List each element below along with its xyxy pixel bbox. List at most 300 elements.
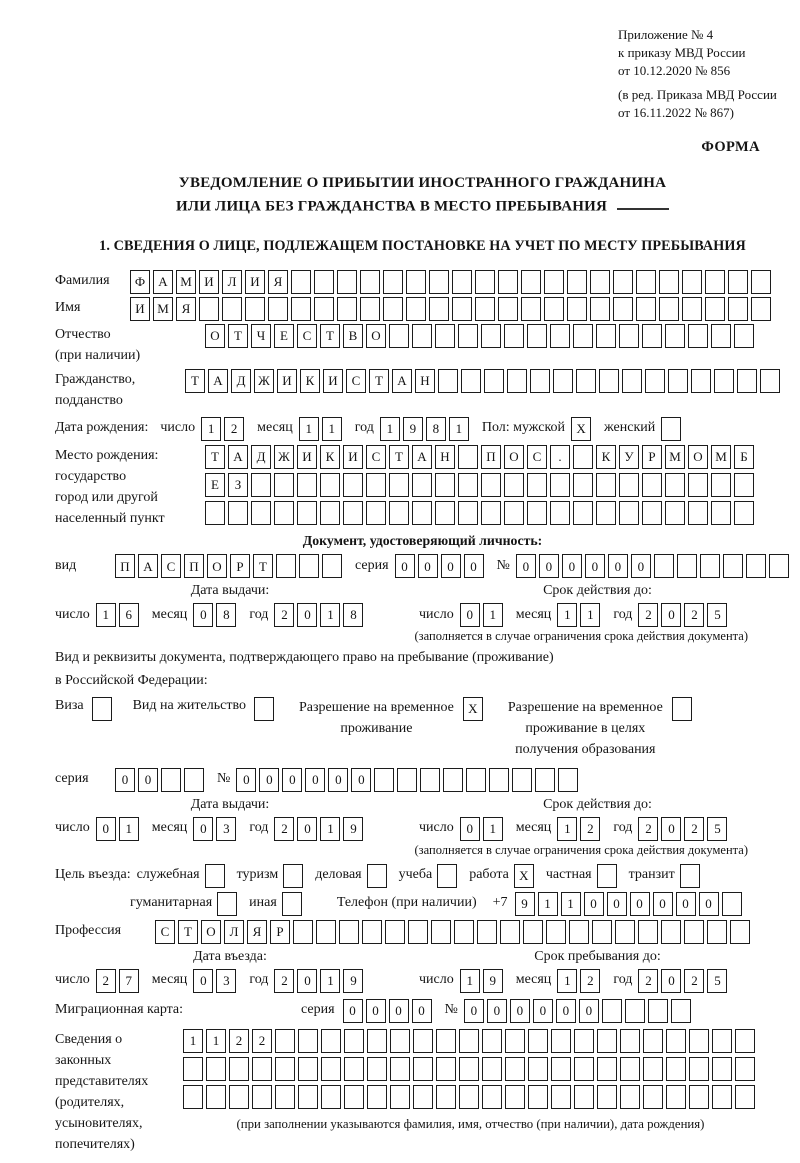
patronymic-field[interactable] [205,324,757,348]
box-cell[interactable] [482,1029,502,1053]
box-cell[interactable] [206,1057,226,1081]
box-cell[interactable] [659,297,679,321]
stay-doc-number-field[interactable] [236,768,581,792]
birthplace-line2-field[interactable] [205,473,757,497]
box-cell[interactable] [435,324,455,348]
box-cell[interactable] [489,768,509,792]
box-cell[interactable] [569,920,589,944]
box-cell[interactable]: 5 [707,603,727,627]
box-cell[interactable]: О [688,445,708,469]
box-cell[interactable] [689,1029,709,1053]
box-cell[interactable] [551,1029,571,1053]
box-cell[interactable] [429,297,449,321]
box-cell[interactable] [619,473,639,497]
box-cell[interactable] [452,270,472,294]
box-cell[interactable]: Л [222,270,242,294]
box-cell[interactable]: С [366,445,386,469]
box-cell[interactable] [684,920,704,944]
box-cell[interactable] [412,473,432,497]
box-cell[interactable] [206,1085,226,1109]
box-cell[interactable] [643,1085,663,1109]
box-cell[interactable]: 0 [259,768,279,792]
box-cell[interactable] [642,473,662,497]
box-cell[interactable]: О [201,920,221,944]
box-cell[interactable] [475,270,495,294]
box-cell[interactable]: 1 [322,417,342,441]
box-cell[interactable] [437,864,457,888]
box-cell[interactable] [337,297,357,321]
box-cell[interactable]: 1 [201,417,221,441]
box-cell[interactable]: 9 [515,892,535,916]
box-cell[interactable] [688,324,708,348]
box-cell[interactable] [688,473,708,497]
box-cell[interactable] [512,768,532,792]
box-cell[interactable] [659,270,679,294]
box-cell[interactable] [638,920,658,944]
box-cell[interactable] [712,1057,732,1081]
box-cell[interactable]: 8 [426,417,446,441]
box-cell[interactable]: М [153,297,173,321]
box-cell[interactable]: 0 [412,999,432,1023]
box-cell[interactable]: 2 [638,817,658,841]
box-cell[interactable]: 0 [584,892,604,916]
box-cell[interactable]: Д [231,369,251,393]
box-cell[interactable] [293,920,313,944]
box-cell[interactable] [590,270,610,294]
box-cell[interactable] [321,1085,341,1109]
doc-issue-month-field[interactable] [193,603,239,627]
box-cell[interactable]: 0 [366,999,386,1023]
box-cell[interactable] [723,554,743,578]
box-cell[interactable]: 2 [274,969,294,993]
box-cell[interactable] [620,1057,640,1081]
box-cell[interactable] [573,473,593,497]
box-cell[interactable] [205,864,225,888]
box-cell[interactable]: 2 [638,969,658,993]
box-cell[interactable] [672,697,692,721]
doc-number-field[interactable] [516,554,792,578]
box-cell[interactable] [645,369,665,393]
box-cell[interactable] [735,1085,755,1109]
box-cell[interactable] [222,297,242,321]
box-cell[interactable] [573,501,593,525]
box-cell[interactable] [714,369,734,393]
box-cell[interactable] [689,1057,709,1081]
box-cell[interactable]: 0 [193,817,213,841]
box-cell[interactable] [297,473,317,497]
box-cell[interactable]: 1 [557,603,577,627]
box-cell[interactable] [461,369,481,393]
box-cell[interactable] [360,297,380,321]
box-cell[interactable] [298,1057,318,1081]
box-cell[interactable]: 0 [556,999,576,1023]
box-cell[interactable] [161,768,181,792]
stay-until-year-field[interactable] [638,969,730,993]
box-cell[interactable]: 0 [282,768,302,792]
box-cell[interactable]: Т [228,324,248,348]
box-cell[interactable] [751,270,771,294]
box-cell[interactable]: 0 [464,999,484,1023]
box-cell[interactable] [274,473,294,497]
box-cell[interactable] [413,1057,433,1081]
box-cell[interactable]: Т [320,324,340,348]
box-cell[interactable] [321,1029,341,1053]
box-cell[interactable] [314,270,334,294]
box-cell[interactable] [643,1057,663,1081]
box-cell[interactable] [527,501,547,525]
purpose-business-checkbox[interactable] [367,864,390,888]
box-cell[interactable]: 0 [630,892,650,916]
box-cell[interactable] [436,1057,456,1081]
box-cell[interactable] [620,1085,640,1109]
box-cell[interactable]: 0 [138,768,158,792]
box-cell[interactable]: 1 [561,892,581,916]
box-cell[interactable] [661,920,681,944]
purpose-humanitarian-checkbox[interactable] [217,892,240,916]
box-cell[interactable]: 2 [224,417,244,441]
box-cell[interactable] [507,369,527,393]
migration-card-number-field[interactable] [464,999,694,1023]
box-cell[interactable]: 1 [299,417,319,441]
box-cell[interactable]: С [161,554,181,578]
box-cell[interactable] [390,1057,410,1081]
box-cell[interactable] [385,920,405,944]
box-cell[interactable] [668,369,688,393]
box-cell[interactable] [245,297,265,321]
box-cell[interactable]: 0 [510,999,530,1023]
box-cell[interactable] [769,554,789,578]
box-cell[interactable]: М [665,445,685,469]
box-cell[interactable] [314,297,334,321]
box-cell[interactable] [504,324,524,348]
box-cell[interactable]: Т [389,445,409,469]
box-cell[interactable]: 0 [516,554,536,578]
box-cell[interactable]: 0 [343,999,363,1023]
box-cell[interactable]: Я [268,270,288,294]
box-cell[interactable]: 2 [684,969,704,993]
doc-issue-year-field[interactable] [274,603,366,627]
box-cell[interactable] [477,920,497,944]
box-cell[interactable] [682,270,702,294]
box-cell[interactable] [320,473,340,497]
box-cell[interactable] [553,369,573,393]
box-cell[interactable] [367,1029,387,1053]
box-cell[interactable] [619,501,639,525]
box-cell[interactable] [544,270,564,294]
box-cell[interactable] [251,473,271,497]
box-cell[interactable] [459,1085,479,1109]
box-cell[interactable]: 8 [216,603,236,627]
surname-field[interactable] [130,270,774,294]
box-cell[interactable] [429,270,449,294]
box-cell[interactable] [735,1057,755,1081]
box-cell[interactable] [268,297,288,321]
box-cell[interactable] [383,270,403,294]
box-cell[interactable] [458,445,478,469]
box-cell[interactable] [666,1085,686,1109]
box-cell[interactable] [615,920,635,944]
box-cell[interactable] [689,1085,709,1109]
box-cell[interactable] [252,1085,272,1109]
box-cell[interactable] [481,324,501,348]
box-cell[interactable] [551,1085,571,1109]
box-cell[interactable] [521,297,541,321]
box-cell[interactable] [344,1029,364,1053]
box-cell[interactable] [711,324,731,348]
box-cell[interactable]: Е [205,473,225,497]
box-cell[interactable] [408,920,428,944]
box-cell[interactable]: 1 [580,603,600,627]
box-cell[interactable] [500,920,520,944]
box-cell[interactable] [274,501,294,525]
purpose-official-checkbox[interactable] [205,864,228,888]
box-cell[interactable]: И [343,445,363,469]
box-cell[interactable]: Ж [254,369,274,393]
box-cell[interactable] [482,1085,502,1109]
birth-day-field[interactable] [201,417,247,441]
box-cell[interactable]: 1 [557,817,577,841]
box-cell[interactable]: 5 [707,817,727,841]
box-cell[interactable]: 0 [236,768,256,792]
box-cell[interactable]: Т [178,920,198,944]
box-cell[interactable]: 2 [684,817,704,841]
box-cell[interactable] [92,697,112,721]
stay-doc-issue-month-field[interactable] [193,817,239,841]
stay-doc-series-field[interactable] [115,768,207,792]
box-cell[interactable]: 2 [580,817,600,841]
box-cell[interactable] [602,999,622,1023]
box-cell[interactable] [320,501,340,525]
representatives-line3-field[interactable] [183,1085,758,1109]
birth-year-field[interactable] [380,417,472,441]
box-cell[interactable]: А [392,369,412,393]
box-cell[interactable]: 9 [483,969,503,993]
box-cell[interactable] [505,1057,525,1081]
box-cell[interactable]: Д [251,445,271,469]
box-cell[interactable] [475,297,495,321]
purpose-tourism-checkbox[interactable] [283,864,306,888]
box-cell[interactable]: 0 [562,554,582,578]
box-cell[interactable] [374,768,394,792]
box-cell[interactable]: 1 [483,603,503,627]
box-cell[interactable] [666,1057,686,1081]
box-cell[interactable]: 0 [464,554,484,578]
box-cell[interactable] [452,297,472,321]
box-cell[interactable]: 1 [557,969,577,993]
box-cell[interactable] [229,1057,249,1081]
box-cell[interactable] [728,297,748,321]
purpose-private-checkbox[interactable] [597,864,620,888]
box-cell[interactable]: И [277,369,297,393]
box-cell[interactable]: 0 [297,817,317,841]
box-cell[interactable] [625,999,645,1023]
box-cell[interactable] [367,864,387,888]
box-cell[interactable] [619,324,639,348]
box-cell[interactable]: 3 [216,969,236,993]
profession-field[interactable] [155,920,753,944]
box-cell[interactable] [734,324,754,348]
box-cell[interactable] [527,473,547,497]
box-cell[interactable] [390,1085,410,1109]
box-cell[interactable] [551,1057,571,1081]
box-cell[interactable]: 9 [403,417,423,441]
box-cell[interactable] [406,297,426,321]
box-cell[interactable]: Р [230,554,250,578]
box-cell[interactable] [677,554,697,578]
box-cell[interactable]: 0 [351,768,371,792]
box-cell[interactable] [544,297,564,321]
box-cell[interactable] [337,270,357,294]
box-cell[interactable]: О [205,324,225,348]
box-cell[interactable]: С [155,920,175,944]
entry-year-field[interactable] [274,969,366,993]
box-cell[interactable]: 9 [343,817,363,841]
box-cell[interactable] [297,501,317,525]
box-cell[interactable]: А [153,270,173,294]
box-cell[interactable] [528,1029,548,1053]
box-cell[interactable] [613,297,633,321]
box-cell[interactable] [321,1057,341,1081]
migration-card-series-field[interactable] [343,999,435,1023]
box-cell[interactable] [282,892,302,916]
box-cell[interactable] [412,501,432,525]
box-cell[interactable]: 0 [395,554,415,578]
box-cell[interactable] [707,920,727,944]
box-cell[interactable] [252,1057,272,1081]
box-cell[interactable]: 0 [653,892,673,916]
box-cell[interactable] [251,501,271,525]
box-cell[interactable] [734,473,754,497]
box-cell[interactable]: А [412,445,432,469]
box-cell[interactable] [420,768,440,792]
box-cell[interactable]: Е [274,324,294,348]
stay-doc-valid-day-field[interactable] [460,817,506,841]
box-cell[interactable]: . [550,445,570,469]
box-cell[interactable]: 0 [115,768,135,792]
box-cell[interactable] [705,270,725,294]
box-cell[interactable]: О [207,554,227,578]
box-cell[interactable]: П [481,445,501,469]
box-cell[interactable] [700,554,720,578]
box-cell[interactable] [481,501,501,525]
entry-day-field[interactable] [96,969,142,993]
box-cell[interactable] [620,1029,640,1053]
box-cell[interactable] [458,324,478,348]
box-cell[interactable] [661,417,681,441]
entry-month-field[interactable] [193,969,239,993]
box-cell[interactable]: 0 [460,603,480,627]
box-cell[interactable] [367,1057,387,1081]
box-cell[interactable] [413,1029,433,1053]
box-cell[interactable] [521,270,541,294]
box-cell[interactable] [436,1029,456,1053]
box-cell[interactable]: Л [224,920,244,944]
box-cell[interactable] [505,1085,525,1109]
box-cell[interactable]: З [228,473,248,497]
box-cell[interactable] [322,554,342,578]
box-cell[interactable] [550,473,570,497]
box-cell[interactable]: 0 [579,999,599,1023]
box-cell[interactable]: П [115,554,135,578]
box-cell[interactable] [528,1085,548,1109]
box-cell[interactable] [597,864,617,888]
box-cell[interactable] [728,270,748,294]
temp-residence-edu-checkbox[interactable] [672,697,695,721]
box-cell[interactable]: 1 [460,969,480,993]
box-cell[interactable] [390,1029,410,1053]
box-cell[interactable] [528,1057,548,1081]
box-cell[interactable] [443,768,463,792]
box-cell[interactable] [275,1085,295,1109]
box-cell[interactable] [291,297,311,321]
box-cell[interactable] [751,297,771,321]
box-cell[interactable]: 1 [483,817,503,841]
box-cell[interactable] [254,697,274,721]
box-cell[interactable]: 1 [119,817,139,841]
box-cell[interactable] [283,864,303,888]
box-cell[interactable] [406,270,426,294]
box-cell[interactable] [183,1085,203,1109]
box-cell[interactable]: Т [185,369,205,393]
box-cell[interactable] [389,501,409,525]
box-cell[interactable] [344,1085,364,1109]
box-cell[interactable]: А [228,445,248,469]
box-cell[interactable]: И [297,445,317,469]
box-cell[interactable] [436,1085,456,1109]
box-cell[interactable]: П [184,554,204,578]
box-cell[interactable]: Ж [274,445,294,469]
box-cell[interactable] [389,473,409,497]
box-cell[interactable] [339,920,359,944]
box-cell[interactable] [735,1029,755,1053]
box-cell[interactable] [466,768,486,792]
doc-type-field[interactable] [115,554,345,578]
stay-doc-issue-day-field[interactable] [96,817,142,841]
box-cell[interactable]: 0 [608,554,628,578]
box-cell[interactable] [343,501,363,525]
box-cell[interactable] [205,501,225,525]
box-cell[interactable] [397,768,417,792]
box-cell[interactable]: 9 [343,969,363,993]
phone-field[interactable] [515,892,745,916]
box-cell[interactable]: 0 [676,892,696,916]
box-cell[interactable] [484,369,504,393]
sex-female-checkbox[interactable] [661,417,684,441]
box-cell[interactable] [573,445,593,469]
box-cell[interactable]: 5 [707,969,727,993]
box-cell[interactable] [199,297,219,321]
box-cell[interactable]: 0 [193,969,213,993]
box-cell[interactable]: 1 [538,892,558,916]
box-cell[interactable]: 1 [320,969,340,993]
box-cell[interactable]: Я [176,297,196,321]
box-cell[interactable] [498,270,518,294]
box-cell[interactable] [435,501,455,525]
box-cell[interactable]: 2 [229,1029,249,1053]
box-cell[interactable]: 1 [96,603,116,627]
box-cell[interactable]: Т [369,369,389,393]
box-cell[interactable]: 0 [389,999,409,1023]
representatives-line2-field[interactable] [183,1057,758,1081]
box-cell[interactable] [366,501,386,525]
box-cell[interactable] [737,369,757,393]
box-cell[interactable] [298,1029,318,1053]
box-cell[interactable] [574,1029,594,1053]
box-cell[interactable] [712,1085,732,1109]
box-cell[interactable] [597,1057,617,1081]
box-cell[interactable] [597,1085,617,1109]
box-cell[interactable]: И [323,369,343,393]
